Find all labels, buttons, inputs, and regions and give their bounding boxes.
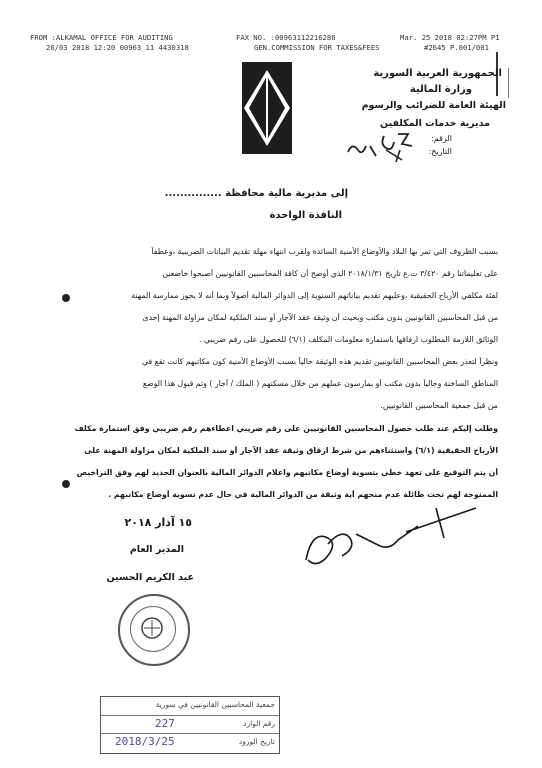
- stamp-emblem: [128, 604, 176, 652]
- signatory-name: عبد الكريم الحسين: [106, 572, 194, 583]
- header-authority: الهيئة العامة للضرائب والرسوم: [361, 100, 506, 111]
- registry-row-date: [101, 733, 279, 752]
- ministry-logo: [236, 60, 298, 156]
- body-line: ونظراً لتعذر بعض المحاسبين القانونيين تقديم هذه الوثيقة حالياً بسبب الأوضاع الأمنية كون مكاتبهم كانت تقع في: [141, 357, 498, 366]
- subject-line: النافذة الواحدة: [269, 210, 342, 221]
- incoming-date-value: 2018/3/25: [115, 735, 175, 748]
- body-line: وطلب إليكم عند طلب حصول المحاسبين القانونيين على رقم ضريبي اعطاءهم رقم ضريبي وفق استمارة مكلف: [74, 424, 498, 433]
- closing-date: ١٥ آذار ٢٠١٨: [124, 516, 192, 529]
- addressee-line: إلى مديرية مالية محافظة ...............: [164, 188, 348, 199]
- margin-line: [508, 68, 509, 98]
- body-line: الوثائق اللازمة المطلوب ارفاقها باستمارة معلومات المكلف (٦/١) للحصول على رقم ضريبي .: [199, 335, 498, 344]
- incoming-number-value: 227: [155, 717, 175, 730]
- fax-recipient: GEN.COMMISSION FOR TAXES&FEES: [254, 43, 380, 52]
- header-directorate: مديرية خدمات المكلفين: [380, 118, 490, 129]
- header-republic: الجمهورية العربية السورية: [373, 68, 502, 79]
- body-line: من قبل جمعية المحاسبين القانونيين.: [380, 401, 498, 410]
- fax-page: #2645 P.001/001: [424, 43, 489, 52]
- signatory-title: المدير العام: [129, 544, 184, 555]
- body-line: بسبب الظروف التي تمر بها البلاد والأوضاع الأمنية السائدة ولقرب انتهاء مهلة تقديم البيانات الضريبية ،وعطفاً: [151, 247, 498, 256]
- signature: [286, 496, 496, 576]
- fax-number: FAX NO. :00963112216286: [236, 33, 336, 42]
- incoming-date-label: تاريخ الورود: [238, 737, 275, 746]
- fax-from: FROM :ALKAMAL OFFICE FOR AUDITING: [30, 33, 173, 42]
- body-line: الممنوحة لهم تحت طائلة عدم منحهم أية وثيقة من الدوائر المالية في حال عدم تسوية أوضاع مكاتبهم .: [108, 490, 498, 499]
- body-line: الأرباح الحقيقية (٦/١) واستثناءهم من شرط ارفاق وثيقة عقد الآجار أو سند الملكية لمكان مزاولة المهنة على: [84, 446, 498, 455]
- registry-stamp-box: [100, 696, 280, 754]
- registry-row-incoming: [101, 715, 279, 734]
- body-line: من قبل المحاسبين القانونيين بدون مكتب وبحيث أن وثيقة عقد الآجار أو سند الملكية لمكان مزاولة المهنة إحدى: [142, 313, 498, 322]
- ref-number-label: الرقم:: [431, 134, 452, 143]
- registry-row-org: [101, 697, 279, 715]
- date-label: التاريخ:: [428, 147, 452, 156]
- handwritten-reference: [340, 128, 420, 164]
- body-line: على تعليماتنا رقم ٣/٤٢٠ ت.ع تاريخ ٢٠١٨/١/٣١ الذي أوضح أن كافة المحاسبين القانونيين أصبحوا خاضعين: [162, 269, 498, 278]
- body-line: أن يتم التوقيع على تعهد خطي بتسوية أوضاع مكاتبهم واعلام الدوائر المالية بالعنوان الجديد لهم وفق التراخيص: [76, 468, 498, 477]
- registry-org-label: جمعية المحاسبين القانونيين في سورية: [155, 700, 275, 709]
- margin-bullet: [62, 480, 70, 488]
- fax-received: 26/03 2018 12:20 00963 11 4430318: [46, 43, 189, 52]
- header-ministry: وزارة المالية: [409, 84, 472, 95]
- fax-datetime: Mar. 25 2018 02:27PM P1: [400, 33, 500, 42]
- incoming-number-label: رقم الوارد: [243, 719, 275, 728]
- body-line: لفئة مكلفي الأرباح الحقيقية ،وعليهم تقديم بياناتهم السنوية إلى الدوائر المالية أصولاً وبما أنه لا يجوز ممارسة المهنة: [131, 291, 498, 300]
- body-line: المناطق الساخنة وحالياً بدون مكتب أو يمارسون عملهم من خلال مسكنهم ( الملك / آجار ) وتم قبول هذا الوضع: [142, 379, 498, 388]
- margin-bullet: [62, 294, 70, 302]
